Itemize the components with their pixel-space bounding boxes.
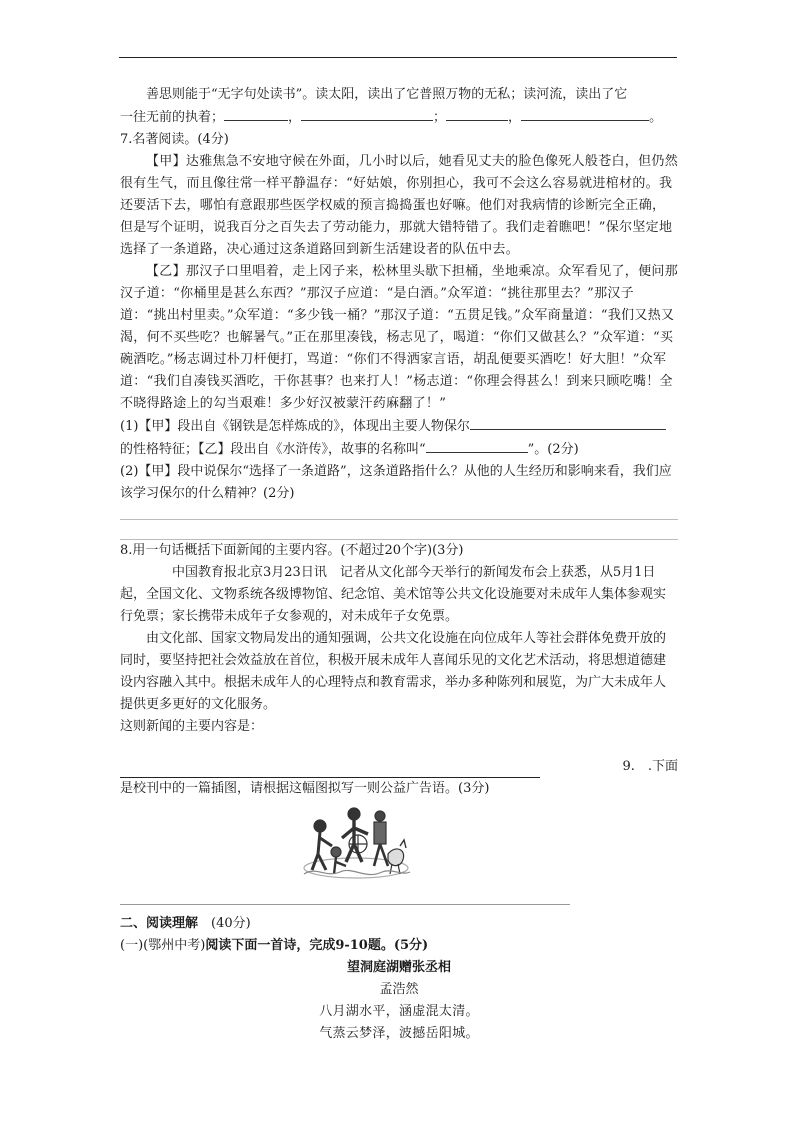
q9-text: 是校刊中的一篇插图，请根据这幅图拟写一则公益广告语。(3分) <box>120 781 490 796</box>
q7-sub2: (2)【甲】段中说保尔“选择了一条道路”，这条道路指什么？从他的人生经历和影响来看，我们应该学习保尔的什么精神？(2分) <box>120 464 672 501</box>
poem-line-1: 八月湖水平，涵虚混太清。 <box>319 1004 479 1019</box>
intro-blank-3[interactable] <box>446 106 508 121</box>
q7-title: 7.名著阅读。(4分) <box>120 132 229 147</box>
section-divider <box>120 904 570 905</box>
poem-line-2: 气蒸云梦泽，波撼岳阳城。 <box>319 1026 479 1041</box>
q8-title: 8.用一句话概括下面新闻的主要内容。(不超过20个字)(3分) <box>120 543 464 558</box>
intro-line-2: 一往无前的执着； ， ； ， 。 <box>120 106 678 129</box>
section2-heading: 二、阅读理解 (40分) <box>120 916 251 931</box>
intro-line-1: 善思则能于“无字句处读书”。读太阳，读出了它普照万物的无私；读河流，读出了它 <box>146 87 628 102</box>
poem-author: 孟浩然 <box>379 982 419 997</box>
section2-part1: (一)(鄂州中考)阅读下面一首诗，完成9-10题。(5分) <box>120 938 429 953</box>
q8-news-p1: 中国教育报北京3月23日讯 记者从文化部今天举行的新闻发布会上获悉，从5月1日起，全国文化、文物系统各级博物馆、纪念馆、美术馆等公共文化设施要对未成年人集体参观实行免票；家长携带未成年子女参观的，对未成年子女免票。 <box>120 565 667 624</box>
q9-row <box>120 756 678 778</box>
q9-number: 9. .下面 <box>622 759 678 774</box>
q7-answer-line-1[interactable] <box>120 519 678 520</box>
intro-blank-1[interactable] <box>224 106 288 121</box>
intro-blank-2[interactable] <box>301 106 433 121</box>
q8-answer-line[interactable] <box>120 765 540 778</box>
illustration-image <box>296 804 416 890</box>
header-rule <box>119 57 677 58</box>
q7-passage-yi: 【乙】那汉子口里唱着，走上冈子来，松林里头歇下担桶，坐地乘凉。众军看见了，便问那汉子道：“你桶里是甚么东西？”那汉子应道：“是白酒。”众军道：“挑往那里去？”那汉子道：“挑出村里卖。”众军道：“多少钱一桶？”那汉子道：“五贯足钱。”众军商量道：“我们又热又渴，何不买些吃？也解暑气。”正在那里凑钱，杨志见了，喝道：“你们又做甚么？”众军道：“买碗酒吃。”杨志调过朴刀杆便打，骂道：“你们不得洒家言语，胡乱便要买酒吃！好大胆！”众军道：“我们自凑钱买酒吃，干你甚事？也来打人！”杨志道：“你理会得甚么！到来只顾吃嘴！全不晓得路途上的勾当艰难！多少好汉被蒙汗药麻翻了！” <box>120 264 679 411</box>
q7-sub1: (1)【甲】段出自《钢铁是怎样炼成的》，体现出主要人物保尔 的性格特征；【乙】段出自《水浒传》，故事的名称叫“ ”。(2分) <box>120 415 678 461</box>
poem-title: 望洞庭湖赠张丞相 <box>346 960 451 975</box>
q7-blank-trait[interactable] <box>470 415 666 430</box>
q7-passage-jia: 【甲】达雅焦急不安地守候在外面，几小时以后，她看见丈夫的脸色像死人般苍白，但仍然很有生气，而且像往常一样平静温存：“好姑娘，你别担心，我可不会这么容易就进棺材的。我还要活下去，哪怕有意跟那些医学权威的预言捣捣蛋也好嘛。他们对我病情的诊断完全正确，但是写个证明，说我百分之百失去了劳动能力，那就大错特错了。我们走着瞧吧！”保尔坚定地选择了一条道路，决心通过这条道路回到新生活建设者的队伍中去。 <box>120 154 679 257</box>
q8-news-p2: 由文化部、国家文物局发出的通知强调，公共文化设施在向位成年人等社会群体免费开放的同时，要坚持把社会效益放在首位，积极开展未成年人喜闻乐见的文化艺术活动，将思想道德建设内容融入其中。根据未成年人的心理特点和教育需求，举办多种陈列和展览，为广大未成年人提供更多更好的文化服务。 <box>120 631 667 712</box>
q8-answer-prompt: 这则新闻的主要内容是： <box>120 719 264 734</box>
q7-blank-story[interactable] <box>426 438 528 453</box>
intro-blank-4[interactable] <box>521 106 649 121</box>
document-body <box>120 84 678 1045</box>
